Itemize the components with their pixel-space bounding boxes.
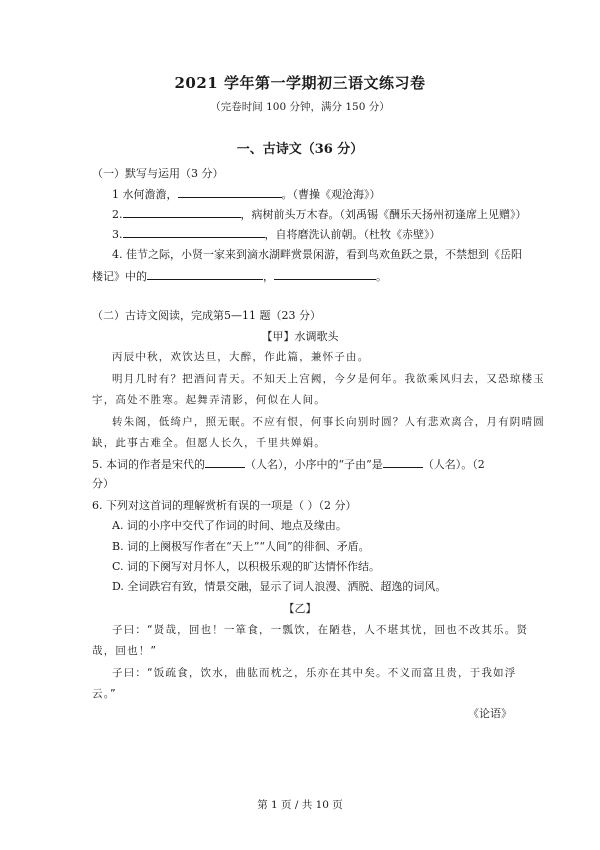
text-b-line: 子曰：“饭疏食，饮水，曲肱而枕之，乐亦在其中矣。不义而富且贵，于我如浮 <box>112 667 517 679</box>
q3-answer-blank[interactable] <box>123 226 265 238</box>
q2-answer-blank[interactable] <box>123 206 241 218</box>
part1-heading: （一）默写与运用（3 分） <box>92 167 224 180</box>
q5-suffix: （人名）。（2 <box>422 458 485 471</box>
poem-a-line: 丙辰中秋，欢饮达旦，大醉，作此篇，兼怀子由。 <box>112 351 370 363</box>
text-b-line: 哉，回也！” <box>92 645 158 657</box>
question-5-line2: 分） <box>92 477 114 490</box>
poem-a-line: 缺，此事古难全。但愿人长久，千里共婵娟。 <box>92 437 326 449</box>
text-b-line: 云。” <box>92 688 117 700</box>
poem-a-line: 转朱阁，低绮户，照无眠。不应有恨，何事长向别时圆？人有悲欢离合，月有阴晴圆 <box>112 416 545 428</box>
question-3 <box>112 226 441 242</box>
exam-title: 2021 学年第一学期初三语文练习卷 <box>174 74 426 92</box>
q5-prefix: 5. 本词的作者是宋代的 <box>92 458 205 471</box>
text-b-line: 子曰：“贤哉，回也！一箪食，一瓢饮，在陋巷，人不堪其忧，回也不改其乐。贤 <box>112 624 529 636</box>
poem-a-line: 宇，高处不胜寒。起舞弄清影，何似在人间。 <box>92 394 326 406</box>
question-4-line1: 4. 佳节之际，小贤一家来到滴水湖畔赏景闲游，看到鸟欢鱼跃之景，不禁想到《岳阳 <box>112 248 522 261</box>
poem-a-line: 明月几时有？把酒问青天。不知天上宫阙，今夕是何年。我欲乘风归去，又恐琼楼玉 <box>112 373 545 385</box>
q4-answer-blank-1[interactable] <box>147 268 263 280</box>
q4-answer-blank-2[interactable] <box>274 268 376 280</box>
poem-a-title: 【甲】水调歌头 <box>261 330 339 343</box>
section-title: 一、古诗文（36 分） <box>236 142 364 157</box>
question-2 <box>112 206 527 222</box>
q5-mid: （人名），小序中的“子由”是 <box>245 458 383 471</box>
q3-prefix: 3. <box>112 228 123 241</box>
q6-option-b: B. 词的上阕极写作者在“天上”“人间”的徘徊、矛盾。 <box>112 540 370 553</box>
q2-prefix: 2. <box>112 208 123 221</box>
q2-suffix: ，病树前头万木春。（刘禹锡《酬乐天扬州初逢席上见赠》） <box>240 208 527 221</box>
q4-mid: ， <box>263 270 274 283</box>
exam-subtitle: （完卷时间 100 分钟，满分 150 分） <box>210 101 390 113</box>
question-4-line2 <box>92 268 387 284</box>
q5-answer-blank-1[interactable] <box>205 456 245 468</box>
q6-option-a: A. 词的小序中交代了作词的时间、地点及缘由。 <box>112 519 347 532</box>
q4-suffix: 。 <box>376 270 387 283</box>
q1-prefix: 1 水何澹澹， <box>112 188 178 201</box>
text-b-title: 【乙】 <box>283 602 317 615</box>
q3-suffix: ，自将磨洗认前朝。（杜牧《赤壁》） <box>264 228 441 241</box>
q6-option-c: C. 词的下阕写对月怀人，以积极乐观的旷达情怀作结。 <box>112 560 381 573</box>
question-6-stem: 6. 下列对这首词的理解赏析有误的一项是（ ）（2 分） <box>92 499 357 512</box>
q1-answer-blank[interactable] <box>178 186 282 198</box>
page-footer: 第 1 页 / 共 10 页 <box>257 799 343 811</box>
part2-heading: （二）古诗文阅读，完成第5—11 题（23 分） <box>92 309 321 322</box>
q4-prefix: 楼记》中的 <box>92 270 147 283</box>
question-1 <box>112 186 381 202</box>
q1-suffix: 。（曹操《观沧海》） <box>281 188 381 201</box>
q6-option-d: D. 全词跌宕有致，情景交融，显示了词人浪漫、洒脱、超逸的词风。 <box>112 580 447 593</box>
question-5 <box>92 456 485 472</box>
q5-answer-blank-2[interactable] <box>383 456 423 468</box>
source-citation: 《论语》 <box>468 707 512 720</box>
